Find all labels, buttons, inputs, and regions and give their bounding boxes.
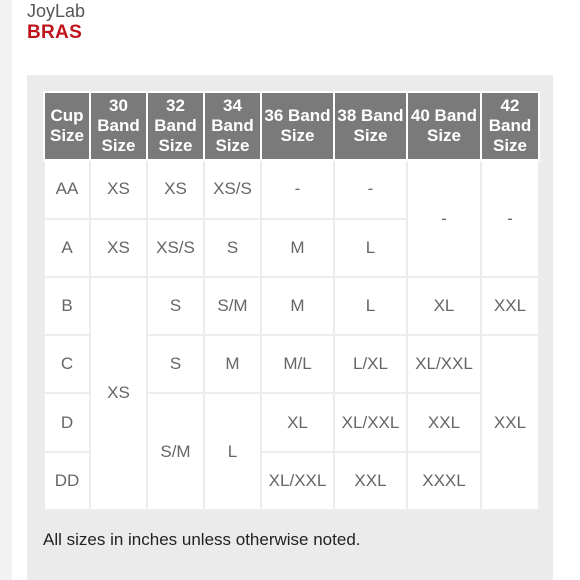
size-cell: - [481,160,539,277]
size-cell: - [334,160,407,218]
size-cell: XL/XXL [334,393,407,451]
cup-label: A [44,219,90,277]
left-margin-strip [0,0,12,580]
cup-label: C [44,335,90,393]
size-cell: XS [147,160,204,218]
size-cell: S [147,277,204,335]
size-cell: L [204,393,261,510]
size-cell: M [261,219,334,277]
size-cell: XXL [334,452,407,510]
size-cell: S [204,219,261,277]
header-34-band: 34 Band Size [204,92,261,160]
category-title: BRAS [27,22,83,43]
size-cell: XS [90,277,147,510]
size-cell: S [147,335,204,393]
size-cell: L [334,277,407,335]
header-38-band: 38 Band Size [334,92,407,160]
size-cell: XS/S [147,219,204,277]
header-40-band: 40 Band Size [407,92,481,160]
footnote: All sizes in inches unless otherwise noted. [43,530,361,549]
cup-label: B [44,277,90,335]
cup-label: D [44,393,90,451]
cup-label: DD [44,452,90,510]
size-cell: XS [90,219,147,277]
header-row [44,92,539,160]
size-cell: S/M [204,277,261,335]
header-42-band: 42 Band Size [481,92,539,160]
size-cell: M [204,335,261,393]
size-cell: XS/S [204,160,261,218]
size-cell: - [407,160,481,277]
header-30-band: 30 Band Size [90,92,147,160]
brand-name: JoyLab [27,1,86,21]
cup-label: AA [44,160,90,218]
size-cell: S/M [147,393,204,510]
size-cell: M/L [261,335,334,393]
size-cell: XS [90,160,147,218]
table-row-aa [44,160,539,218]
size-cell: XXXL [407,452,481,510]
size-cell: L [334,219,407,277]
size-cell: XL/XXL [407,335,481,393]
header-36-band: 36 Band Size [261,92,334,160]
size-cell: XL [407,277,481,335]
size-cell: XXL [481,335,539,510]
bra-size-chart [43,91,540,511]
size-cell: XL/XXL [261,452,334,510]
size-cell: - [261,160,334,218]
size-cell: XXL [407,393,481,451]
size-cell: XXL [481,277,539,335]
size-cell: M [261,277,334,335]
header-32-band: 32 Band Size [147,92,204,160]
size-cell: L/XL [334,335,407,393]
size-cell: XL [261,393,334,451]
header-cup-size: Cup Size [44,92,90,160]
table-row-b [44,277,539,335]
